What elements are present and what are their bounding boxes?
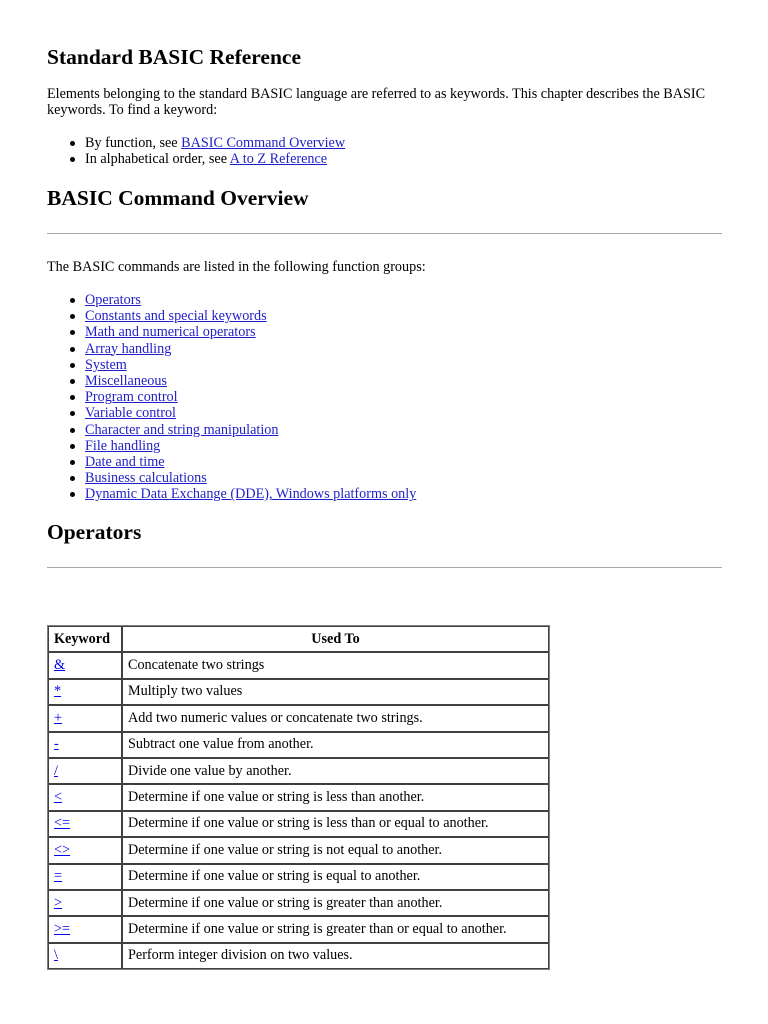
divider <box>47 233 722 234</box>
description-cell: Determine if one value or string is greater than another. <box>122 890 549 916</box>
list-item <box>47 486 416 502</box>
description-cell: Concatenate two strings <box>122 652 549 678</box>
list-item <box>47 324 416 340</box>
table-row <box>48 890 549 916</box>
column-header-used-to: Used To <box>122 626 549 652</box>
list-item <box>47 470 416 486</box>
list-item <box>47 357 416 373</box>
keyword-link[interactable]: <= <box>54 815 71 832</box>
link-business-calculations[interactable]: Business calculations <box>85 470 207 487</box>
link-array-handling[interactable]: Array handling <box>85 340 172 357</box>
keyword-link[interactable]: < <box>54 789 63 806</box>
link-date-and-time[interactable]: Date and time <box>85 454 165 471</box>
keyword-cell <box>48 784 122 810</box>
list-item <box>47 135 345 151</box>
page-title: Standard BASIC Reference <box>47 45 302 69</box>
link-system[interactable]: System <box>85 356 127 373</box>
description-cell: Perform integer division on two values. <box>122 943 549 969</box>
keyword-link[interactable]: + <box>54 709 63 726</box>
table-row <box>48 811 549 837</box>
description-cell: Subtract one value from another. <box>122 732 549 758</box>
keyword-cell <box>48 732 122 758</box>
keyword-link[interactable]: <> <box>54 841 71 858</box>
overview-heading: BASIC Command Overview <box>47 186 309 210</box>
function-groups-list <box>47 292 416 503</box>
keyword-link[interactable]: / <box>54 762 58 779</box>
table-row <box>48 916 549 942</box>
keyword-cell <box>48 679 122 705</box>
keyword-link[interactable]: > <box>54 894 63 911</box>
description-cell: Add two numeric values or concatenate two strings. <box>122 705 549 731</box>
table-row <box>48 732 549 758</box>
find-keyword-list <box>47 135 345 167</box>
keyword-link[interactable]: = <box>54 868 63 885</box>
link-constants-special-keywords[interactable]: Constants and special keywords <box>85 308 267 325</box>
keyword-cell <box>48 811 122 837</box>
list-item <box>47 341 416 357</box>
link-operators[interactable]: Operators <box>85 292 141 308</box>
operators-table <box>47 625 550 970</box>
keyword-cell <box>48 758 122 784</box>
keyword-link[interactable]: & <box>54 657 66 674</box>
description-cell: Determine if one value or string is greater than or equal to another. <box>122 916 549 942</box>
table-header-row <box>48 626 549 652</box>
keyword-link[interactable]: * <box>54 683 62 700</box>
keyword-cell <box>48 943 122 969</box>
keyword-cell <box>48 705 122 731</box>
keyword-link[interactable]: - <box>54 736 59 753</box>
link-miscellaneous[interactable]: Miscellaneous <box>85 373 167 390</box>
operators-heading: Operators <box>47 520 142 544</box>
overview-paragraph: The BASIC commands are listed in the following function groups: <box>47 259 426 275</box>
intro-paragraph: Elements belonging to the standard BASIC language are referred to as keywords. This chapter describes the BASIC keywords. To find a keyword: <box>47 86 706 119</box>
table-row <box>48 943 549 969</box>
description-cell: Multiply two values <box>122 679 549 705</box>
list-item <box>47 422 416 438</box>
link-basic-command-overview[interactable]: BASIC Command Overview <box>181 135 346 151</box>
description-cell: Determine if one value or string is less than another. <box>122 784 549 810</box>
keyword-cell <box>48 652 122 678</box>
description-cell: Determine if one value or string is equal to another. <box>122 864 549 890</box>
divider <box>47 567 722 568</box>
link-character-string-manipulation[interactable]: Character and string manipulation <box>85 421 279 438</box>
description-cell: Determine if one value or string is less than or equal to another. <box>122 811 549 837</box>
table-row <box>48 652 549 678</box>
list-item <box>47 438 416 454</box>
list-item-prefix: By function, see <box>85 135 182 151</box>
list-item <box>47 389 416 405</box>
table-row <box>48 758 549 784</box>
description-cell: Divide one value by another. <box>122 758 549 784</box>
keyword-cell <box>48 916 122 942</box>
list-item <box>47 151 345 167</box>
column-header-keyword: Keyword <box>48 626 122 652</box>
link-program-control[interactable]: Program control <box>85 389 178 406</box>
link-a-to-z-reference[interactable]: A to Z Reference <box>229 151 328 168</box>
description-cell: Determine if one value or string is not equal to another. <box>122 837 549 863</box>
table-row <box>48 864 549 890</box>
keyword-cell <box>48 890 122 916</box>
list-item <box>47 405 416 421</box>
keyword-link[interactable]: >= <box>54 920 71 937</box>
link-variable-control[interactable]: Variable control <box>85 405 176 422</box>
link-math-numerical-operators[interactable]: Math and numerical operators <box>85 324 256 341</box>
link-dynamic-data-exchange[interactable]: Dynamic Data Exchange (DDE), Windows platforms only <box>85 486 417 503</box>
list-item <box>47 373 416 389</box>
list-item-prefix: In alphabetical order, see <box>85 151 230 168</box>
table-row <box>48 705 549 731</box>
keyword-link[interactable]: \ <box>54 947 58 964</box>
table-row <box>48 784 549 810</box>
keyword-cell <box>48 864 122 890</box>
keyword-cell <box>48 837 122 863</box>
table-row <box>48 679 549 705</box>
table-row <box>48 837 549 863</box>
list-item <box>47 454 416 470</box>
list-item <box>47 292 416 308</box>
list-item <box>47 308 416 324</box>
link-file-handling[interactable]: File handling <box>85 437 161 454</box>
